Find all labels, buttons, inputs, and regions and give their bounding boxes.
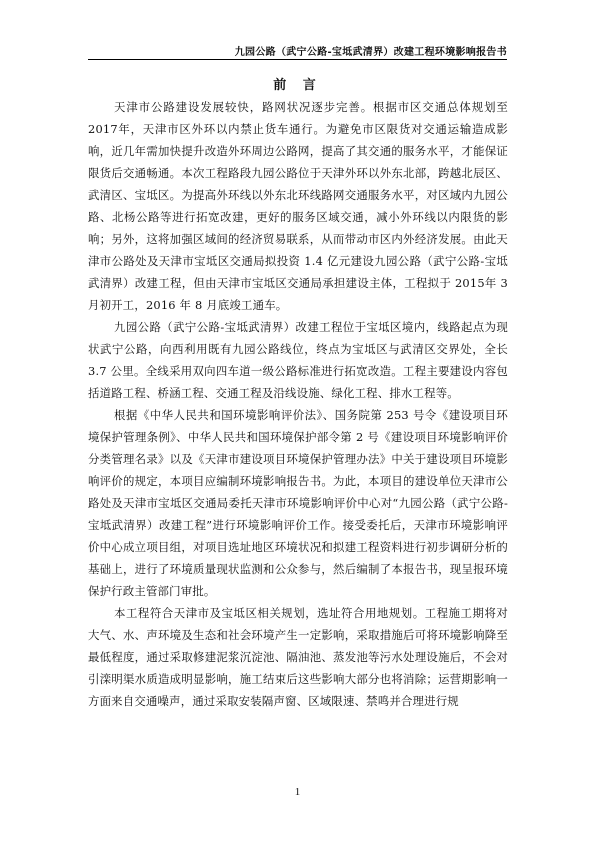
header-rule	[88, 59, 507, 60]
running-header: 九园公路（武宁公路-宝坻武清界）改建工程环境影响报告书	[234, 47, 507, 58]
paragraph-4: 本工程符合天津市及宝坻区相关规划，选址符合用地规划。工程施工期将对大气、水、声环境及生态和社会环境产生一定影响，采取措施后可将环境影响降至最低程度，通过采取修建泥浆沉淀池、隔油池、蒸发池等污水处理设施后，不会对引滦明渠水质造成明显影响，施工结束后这些影响大部分也将消除；运营期影响一方面来自交通噪声，通过采取安装隔声窗、区域限速、禁鸣并合理进行规	[88, 606, 508, 708]
body-text	[88, 96, 508, 712]
paragraph-3: 根据《中华人民共和国环境影响评价法》、国务院第 253 号令《建设项目环境保护管理条例》、中华人民共和国环境保护部令第 2 号《建设项目环境影响评价分类管理名录》以及《天津市建设项目环境保护管理办法》中关于建设项目环境影响评价的规定，本项目应编制环境影响报告书。为此，本项目的建设单位天津市公路处及天津市宝坻区交通局委托天津市环境影响评价中心对“九园公路（武宁公路-宝坻武清界）改建工程”进行环境影响评价工作。接受委托后，天津市环境影响评价中心成立项目组，对项目选址地区环境状况和拟建工程资料进行初步调研分析的基础上，进行了环境质量现状监测和公众参与，然后编制了本报告书，现呈报环境保护行政主管部门审批。	[88, 408, 508, 598]
paragraph-1: 天津市公路建设发展较快，路网状况逐步完善。根据市区交通总体规划至2017年，天津市区外环以内禁止货车通行。为避免市区限货对交通运输造成影响，近几年需加快提升改造外环周边公路网，提高了其交通的服务水平，才能保证限货后交通畅通。本次工程路段九园公路位于天津外环以外东北部，跨越北辰区、武清区、宝坻区。为提高外环线以外东北环线路网交通服务水平，对区域内九园公路、北杨公路等进行拓宽改建，更好的服务区域交通，减小外环线以内限货的影响；另外，这将加强区域间的经济贸易联系，从而带动市区内外经济发展。由此天津市公路处及天津市宝坻区交通局拟投资 1.4 亿元建设九园公路（武宁公路-宝坻武清界）改建工程，但由天津市宝坻区交通局承担建设主体，工程拟于 2015年 3 月初开工，2016 年 8 月底竣工通车。	[88, 100, 508, 312]
paragraph-2: 九园公路（武宁公路-宝坻武清界）改建工程位于宝坻区境内，线路起点为现状武宁公路，向西利用既有九园公路线位，终点为宝坻区与武清区交界处，全长 3.7 公里。全线采用双向四车道一级公路标准进行拓宽改造。工程主要建设内容包括道路工程、桥涵工程、交通工程及沿线设施、绿化工程、排水工程等。	[88, 320, 508, 400]
page-number: 1	[294, 786, 301, 798]
page-title: 前 言	[273, 78, 322, 93]
